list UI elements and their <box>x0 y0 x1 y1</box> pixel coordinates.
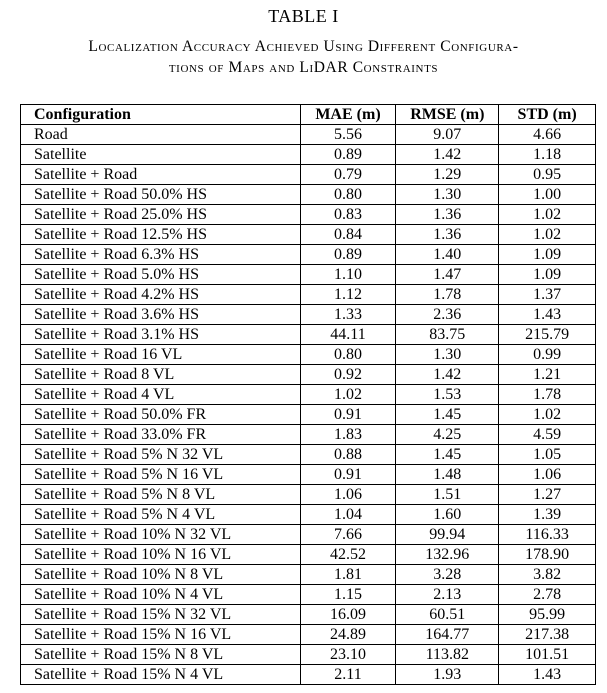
std-cell: 4.66 <box>499 125 596 145</box>
rmse-cell: 1.78 <box>396 285 499 305</box>
std-cell: 0.99 <box>499 345 596 365</box>
configuration-cell: Satellite + Road 8 VL <box>21 365 301 385</box>
rmse-cell: 2.13 <box>396 585 499 605</box>
table-row <box>21 385 596 405</box>
rmse-cell: 1.36 <box>396 205 499 225</box>
table-row <box>21 585 596 605</box>
table-row <box>21 505 596 525</box>
rmse-cell: 1.47 <box>396 265 499 285</box>
std-cell: 1.09 <box>499 245 596 265</box>
mae-cell: 0.91 <box>300 465 396 485</box>
rmse-cell: 113.82 <box>396 645 499 665</box>
mae-cell: 1.10 <box>300 265 396 285</box>
std-cell: 1.09 <box>499 265 596 285</box>
caption-line-1: Localization Accuracy Achieved Using Different Configura- <box>88 38 519 55</box>
table-row <box>21 225 596 245</box>
rmse-cell: 3.28 <box>396 565 499 585</box>
configuration-cell: Satellite + Road 4.2% HS <box>21 285 301 305</box>
mae-cell: 5.56 <box>300 125 396 145</box>
configuration-cell: Satellite + Road 12.5% HS <box>21 225 301 245</box>
configuration-cell: Satellite + Road 5% N 4 VL <box>21 505 301 525</box>
table-row <box>21 165 596 185</box>
std-cell: 1.43 <box>499 665 596 685</box>
table-row <box>21 125 596 145</box>
mae-cell: 1.81 <box>300 565 396 585</box>
configuration-cell: Satellite + Road 25.0% HS <box>21 205 301 225</box>
configuration-cell: Satellite + Road 4 VL <box>21 385 301 405</box>
header-mae: MAE (m) <box>300 105 396 125</box>
std-cell: 0.95 <box>499 165 596 185</box>
table-label: TABLE I <box>268 6 339 26</box>
mae-cell: 2.11 <box>300 665 396 685</box>
table-row <box>21 485 596 505</box>
std-cell: 4.59 <box>499 425 596 445</box>
std-cell: 1.00 <box>499 185 596 205</box>
std-cell: 1.21 <box>499 365 596 385</box>
std-cell: 95.99 <box>499 605 596 625</box>
std-cell: 1.43 <box>499 305 596 325</box>
mae-cell: 0.91 <box>300 405 396 425</box>
table-row <box>21 345 596 365</box>
std-cell: 101.51 <box>499 645 596 665</box>
rmse-cell: 1.30 <box>396 185 499 205</box>
header-rmse: RMSE (m) <box>396 105 499 125</box>
configuration-cell: Satellite + Road 5.0% HS <box>21 265 301 285</box>
rmse-cell: 83.75 <box>396 325 499 345</box>
table-row <box>21 145 596 165</box>
configuration-cell: Satellite + Road 3.1% HS <box>21 325 301 345</box>
std-cell: 1.27 <box>499 485 596 505</box>
mae-cell: 1.83 <box>300 425 396 445</box>
table-row <box>21 525 596 545</box>
configuration-cell: Satellite + Road 15% N 8 VL <box>21 645 301 665</box>
std-cell: 1.78 <box>499 385 596 405</box>
rmse-cell: 132.96 <box>396 545 499 565</box>
rmse-cell: 1.93 <box>396 665 499 685</box>
table-row <box>21 265 596 285</box>
configuration-cell: Satellite + Road 33.0% FR <box>21 425 301 445</box>
table-row <box>21 605 596 625</box>
header-std: STD (m) <box>499 105 596 125</box>
table-row <box>21 465 596 485</box>
configuration-cell: Satellite + Road 6.3% HS <box>21 245 301 265</box>
mae-cell: 1.04 <box>300 505 396 525</box>
rmse-cell: 1.36 <box>396 225 499 245</box>
configuration-cell: Satellite + Road 50.0% HS <box>21 185 301 205</box>
rmse-cell: 9.07 <box>396 125 499 145</box>
std-cell: 215.79 <box>499 325 596 345</box>
mae-cell: 23.10 <box>300 645 396 665</box>
std-cell: 1.05 <box>499 445 596 465</box>
configuration-cell: Satellite + Road 10% N 16 VL <box>21 545 301 565</box>
table-row <box>21 325 596 345</box>
configuration-cell: Satellite + Road 10% N 4 VL <box>21 585 301 605</box>
mae-cell: 7.66 <box>300 525 396 545</box>
std-cell: 217.38 <box>499 625 596 645</box>
table-row <box>21 405 596 425</box>
table-caption <box>0 36 607 78</box>
mae-cell: 0.79 <box>300 165 396 185</box>
table-row <box>21 425 596 445</box>
header-row <box>21 105 596 125</box>
rmse-cell: 1.51 <box>396 485 499 505</box>
mae-cell: 0.80 <box>300 185 396 205</box>
std-cell: 1.18 <box>499 145 596 165</box>
table-row <box>21 565 596 585</box>
std-cell: 3.82 <box>499 565 596 585</box>
mae-cell: 16.09 <box>300 605 396 625</box>
configuration-cell: Satellite + Road 16 VL <box>21 345 301 365</box>
configuration-cell: Satellite + Road 5% N 32 VL <box>21 445 301 465</box>
configuration-cell: Road <box>21 125 301 145</box>
configuration-cell: Satellite + Road <box>21 165 301 185</box>
configuration-cell: Satellite + Road 10% N 8 VL <box>21 565 301 585</box>
mae-cell: 24.89 <box>300 625 396 645</box>
mae-cell: 1.02 <box>300 385 396 405</box>
std-cell: 1.06 <box>499 465 596 485</box>
rmse-cell: 1.45 <box>396 445 499 465</box>
rmse-cell: 1.45 <box>396 405 499 425</box>
table-row <box>21 625 596 645</box>
rmse-cell: 1.40 <box>396 245 499 265</box>
mae-cell: 0.92 <box>300 365 396 385</box>
mae-cell: 0.88 <box>300 445 396 465</box>
rmse-cell: 1.48 <box>396 465 499 485</box>
std-cell: 1.02 <box>499 225 596 245</box>
caption-line-2: tions of Maps and LiDAR Constraints <box>168 59 439 76</box>
configuration-cell: Satellite + Road 15% N 16 VL <box>21 625 301 645</box>
mae-cell: 0.89 <box>300 245 396 265</box>
table-row <box>21 285 596 305</box>
mae-cell: 0.83 <box>300 205 396 225</box>
configuration-cell: Satellite + Road 5% N 8 VL <box>21 485 301 505</box>
results-table <box>20 104 596 685</box>
rmse-cell: 164.77 <box>396 625 499 645</box>
table-row <box>21 645 596 665</box>
configuration-cell: Satellite <box>21 145 301 165</box>
rmse-cell: 1.30 <box>396 345 499 365</box>
rmse-cell: 99.94 <box>396 525 499 545</box>
table-body <box>21 125 596 685</box>
std-cell: 1.39 <box>499 505 596 525</box>
table-row <box>21 205 596 225</box>
std-cell: 1.02 <box>499 205 596 225</box>
rmse-cell: 1.42 <box>396 365 499 385</box>
configuration-cell: Satellite + Road 5% N 16 VL <box>21 465 301 485</box>
table-row <box>21 445 596 465</box>
rmse-cell: 4.25 <box>396 425 499 445</box>
std-cell: 2.78 <box>499 585 596 605</box>
rmse-cell: 1.60 <box>396 505 499 525</box>
mae-cell: 1.33 <box>300 305 396 325</box>
table-row <box>21 305 596 325</box>
configuration-cell: Satellite + Road 3.6% HS <box>21 305 301 325</box>
table-row <box>21 545 596 565</box>
std-cell: 116.33 <box>499 525 596 545</box>
rmse-cell: 2.36 <box>396 305 499 325</box>
mae-cell: 0.89 <box>300 145 396 165</box>
table-row <box>21 365 596 385</box>
mae-cell: 42.52 <box>300 545 396 565</box>
mae-cell: 1.06 <box>300 485 396 505</box>
rmse-cell: 1.42 <box>396 145 499 165</box>
table-row <box>21 245 596 265</box>
mae-cell: 1.15 <box>300 585 396 605</box>
configuration-cell: Satellite + Road 15% N 4 VL <box>21 665 301 685</box>
mae-cell: 1.12 <box>300 285 396 305</box>
rmse-cell: 1.29 <box>396 165 499 185</box>
std-cell: 1.02 <box>499 405 596 425</box>
rmse-cell: 60.51 <box>396 605 499 625</box>
mae-cell: 0.84 <box>300 225 396 245</box>
std-cell: 178.90 <box>499 545 596 565</box>
configuration-cell: Satellite + Road 50.0% FR <box>21 405 301 425</box>
configuration-cell: Satellite + Road 10% N 32 VL <box>21 525 301 545</box>
mae-cell: 0.80 <box>300 345 396 365</box>
header-configuration: Configuration <box>21 105 301 125</box>
rmse-cell: 1.53 <box>396 385 499 405</box>
configuration-cell: Satellite + Road 15% N 32 VL <box>21 605 301 625</box>
table-row <box>21 185 596 205</box>
std-cell: 1.37 <box>499 285 596 305</box>
mae-cell: 44.11 <box>300 325 396 345</box>
table-row <box>21 665 596 685</box>
